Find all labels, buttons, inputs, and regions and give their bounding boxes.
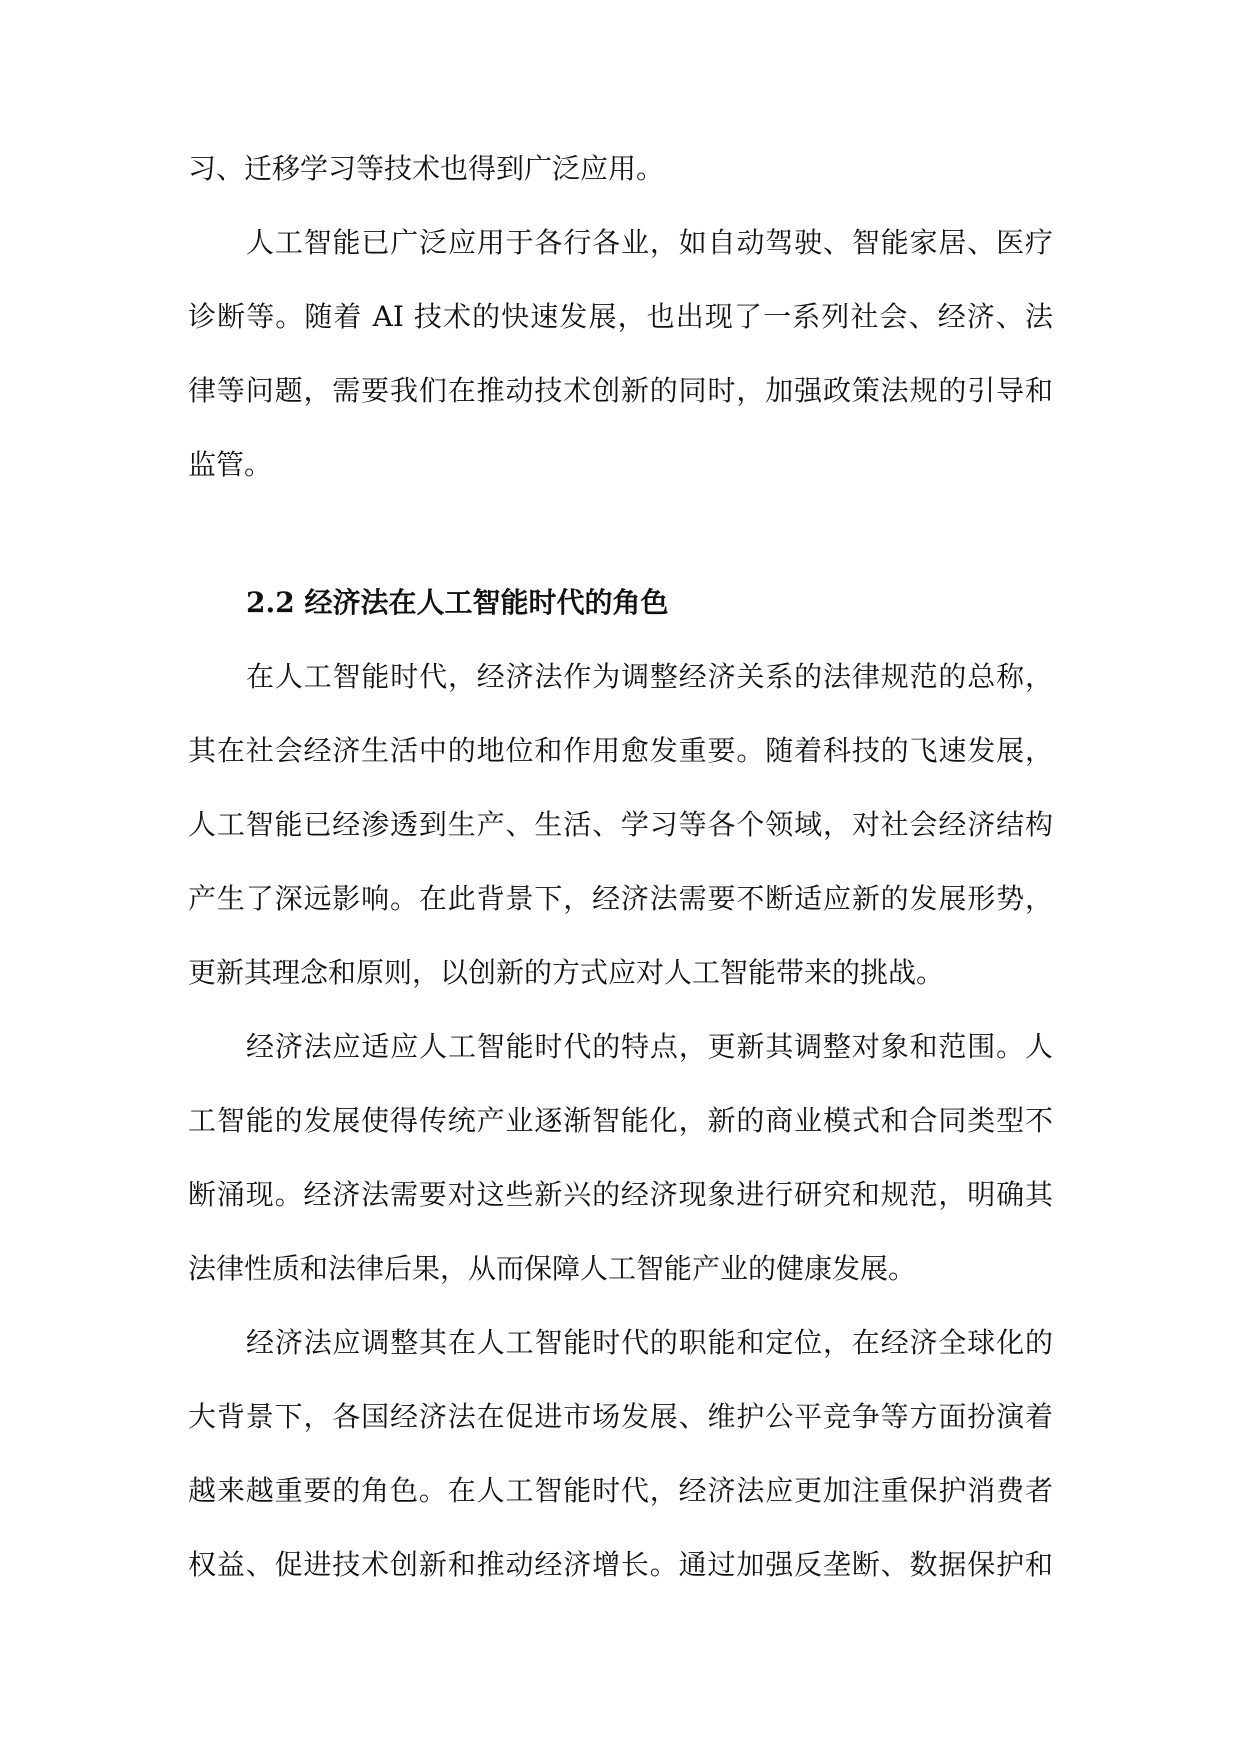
paragraph — [188, 1306, 1053, 1602]
text-line: 律等问题，需要我们在推动技术创新的同时，加强政策法规的引导和 — [188, 374, 1053, 407]
text-line: 诊断等。随着 AI 技术的快速发展，也出现了一系列社会、经济、法 — [188, 300, 1053, 333]
text-line: 断涌现。经济法需要对这些新兴的经济现象进行研究和规范，明确其 — [188, 1178, 1053, 1211]
text-line: 经济法应适应人工智能时代的特点，更新其调整对象和范围。人 — [246, 1030, 1053, 1063]
text-line: 法律性质和法律后果，从而保障人工智能产业的健康发展。 — [188, 1252, 917, 1285]
section-heading: 2.2 经济法在人工智能时代的角色 — [246, 586, 669, 619]
section-spacer — [188, 502, 1053, 566]
text-line: 经济法应调整其在人工智能时代的职能和定位，在经济全球化的 — [246, 1326, 1053, 1359]
document-body — [188, 132, 1053, 1602]
text-line: 人工智能已广泛应用于各行各业，如自动驾驶、智能家居、医疗 — [246, 226, 1053, 259]
text-line: 人工智能已经渗透到生产、生活、学习等各个领域，对社会经济结构 — [188, 808, 1053, 841]
text-line: 越来越重要的角色。在人工智能时代，经济法应更加注重保护消费者 — [188, 1474, 1053, 1507]
text-line: 工智能的发展使得传统产业逐渐智能化，新的商业模式和合同类型不 — [188, 1104, 1053, 1137]
text-line: 其在社会经济生活中的地位和作用愈发重要。随着科技的飞速发展， — [188, 734, 1053, 767]
paragraph — [188, 1010, 1053, 1306]
text-line: 监管。 — [188, 448, 273, 481]
text-line: 更新其理念和原则，以创新的方式应对人工智能带来的挑战。 — [188, 956, 945, 989]
paragraph — [188, 640, 1053, 1010]
paragraph — [188, 206, 1053, 502]
text-line: 权益、促进技术创新和推动经济增长。通过加强反垄断、数据保护和 — [188, 1548, 1053, 1581]
text-line: 习、迁移学习等技术也得到广泛应用。 — [188, 152, 665, 185]
paragraph — [188, 132, 1053, 206]
text-line: 在人工智能时代，经济法作为调整经济关系的法律规范的总称， — [246, 660, 1053, 693]
text-line: 大背景下，各国经济法在促进市场发展、维护公平竞争等方面扮演着 — [188, 1400, 1053, 1433]
text-line: 产生了深远影响。在此背景下，经济法需要不断适应新的发展形势， — [188, 882, 1053, 915]
